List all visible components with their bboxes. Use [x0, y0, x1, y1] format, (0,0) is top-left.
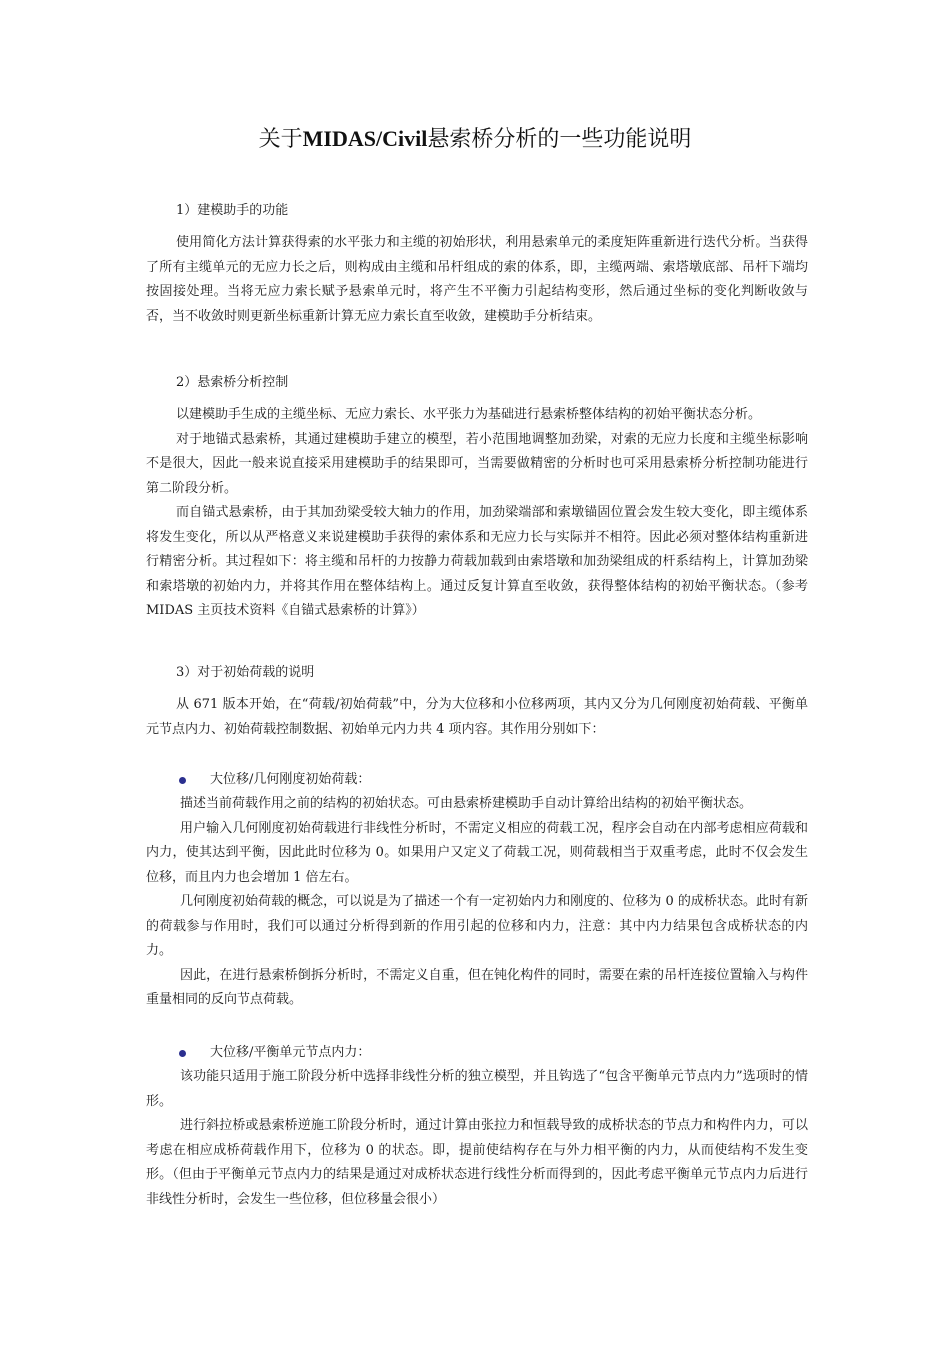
bullet-1-paragraph-4: 因此，在进行悬索桥倒拆分析时，不需定义自重，但在钝化构件的同时，需要在索的吊杆连接位置输入与构件重量相同的反向节点荷载。: [146, 967, 808, 1007]
bullet-2-label: 大位移/平衡单元节点内力：: [210, 1045, 371, 1060]
section-2-paragraph-2: 对于地锚式悬索桥，其通过建模助手建立的模型，若小范围地调整加劲梁，对索的无应力长度和主缆坐标影响不是很大，因此一般来说直接采用建模助手的结果即可，当需要做精密的分析时也可采用悬索桥分析控制功能进行第二阶段分析。: [146, 431, 808, 496]
bullet-2-line: [146, 1041, 808, 1065]
bullet-1-line: [146, 768, 808, 792]
title-prefix: 关于: [258, 126, 303, 151]
bullet-2-paragraph-1: 该功能只适用于施工阶段分析中选择非线性分析的独立模型，并且钩选了“包含平衡单元节点内力”选项时的情形。: [146, 1069, 808, 1109]
bullet-icon: [179, 777, 186, 784]
section-1-paragraph: 使用简化方法计算获得索的水平张力和主缆的初始形状，利用悬索单元的柔度矩阵重新进行迭代分析。当获得了所有主缆单元的无应力长之后，则构成由主缆和吊杆组成的索的体系，即，主缆两端、索塔墩底部、吊杆下端均按固接处理。当将无应力索长赋予悬索单元时，将产生不平衡力引起结构变形，然后通过坐标的变化判断收敛与否，当不收敛时则更新坐标重新计算无应力索长直至收敛，建模助手分析结束。: [146, 235, 808, 324]
bullet-1-paragraph-3: 几何刚度初始荷载的概念，可以说是为了描述一个有一定初始内力和刚度的、位移为 0 的成桥状态。此时有新的荷载参与作用时，我们可以通过分析得到新的作用引起的位移和内力，注意：其中内力结果包含成桥状态的内力。: [146, 894, 808, 958]
bullet-1-paragraph-1: 描述当前荷载作用之前的结构的初始状态。可由悬索桥建模助手自动计算给出结构的初始平衡状态。: [180, 796, 753, 811]
bullet-1-paragraph-2: 用户输入几何刚度初始荷载进行非线性分析时，不需定义相应的荷载工况，程序会自动在内部考虑相应荷载和内力，使其达到平衡，因此此时位移为 0。如果用户又定义了荷载工况，则荷载相当于双重考虑，此时不仅会发生位移，而且内力也会增加 1 倍左右。: [146, 820, 808, 885]
bullet-icon: [179, 1050, 186, 1057]
bullet-2-paragraph-2: 进行斜拉桥或悬索桥逆施工阶段分析时，通过计算由张拉力和恒载导致的成桥状态的节点力和构件内力，可以考虑在相应成桥荷载作用下，位移为 0 的状态。即，提前使结构存在与外力相平衡的内力，从而使结构不发生变形。（但由于平衡单元节点内力的结果是通过对成桥状态进行线性分析而得到的，因此考虑平衡单元节点内力后进行非线性分析时，会发生一些位移，但位移量会很小）: [146, 1118, 808, 1207]
section-3: [146, 661, 808, 742]
section-3-paragraph: 从 671 版本开始，在“荷载/初始荷载”中，分为大位移和小位移两项，其内又分为几何刚度初始荷载、平衡单元节点内力、初始荷载控制数据、初始单元内力共 4 项内容。其作用分别如下：: [146, 697, 808, 737]
section-2-heading: 2）悬索桥分析控制: [176, 375, 289, 390]
section-2-paragraph-1: 以建模助手生成的主缆坐标、无应力索长、水平张力为基础进行悬索桥整体结构的初始平衡状态分析。: [176, 407, 762, 422]
page-title: [0, 124, 950, 154]
section-2-paragraph-3: 而自锚式悬索桥，由于其加劲梁受较大轴力的作用，加劲梁端部和索墩锚固位置会发生较大变化，即主缆体系将发生变化，所以从严格意义来说建模助手获得的索体系和无应力长与实际并不相符。因此必须对整体结构重新进行精密分析。其过程如下：将主缆和吊杆的力按静力荷载加载到由索塔墩和加劲梁组成的杆系结构上，计算加劲梁和索塔墩的初始内力，并将其作用在整体结构上。通过反复计算直至收敛，获得整体结构的初始平衡状态。（参考 MIDAS 主页技术资料《自锚式悬索桥的计算》）: [146, 505, 808, 618]
section-2: [146, 371, 808, 624]
title-bold: MIDAS/Civil: [302, 126, 428, 151]
bullet-section-2: [146, 1041, 808, 1212]
section-1: [146, 199, 808, 329]
section-1-heading: 1）建模助手的功能: [176, 203, 289, 218]
bullet-1-label: 大位移/几何刚度初始荷载：: [210, 772, 371, 787]
bullet-section-1: [146, 768, 808, 1013]
section-3-heading: 3）对于初始荷载的说明: [176, 665, 315, 680]
title-suffix: 悬索桥分析的一些功能说明: [427, 126, 692, 151]
